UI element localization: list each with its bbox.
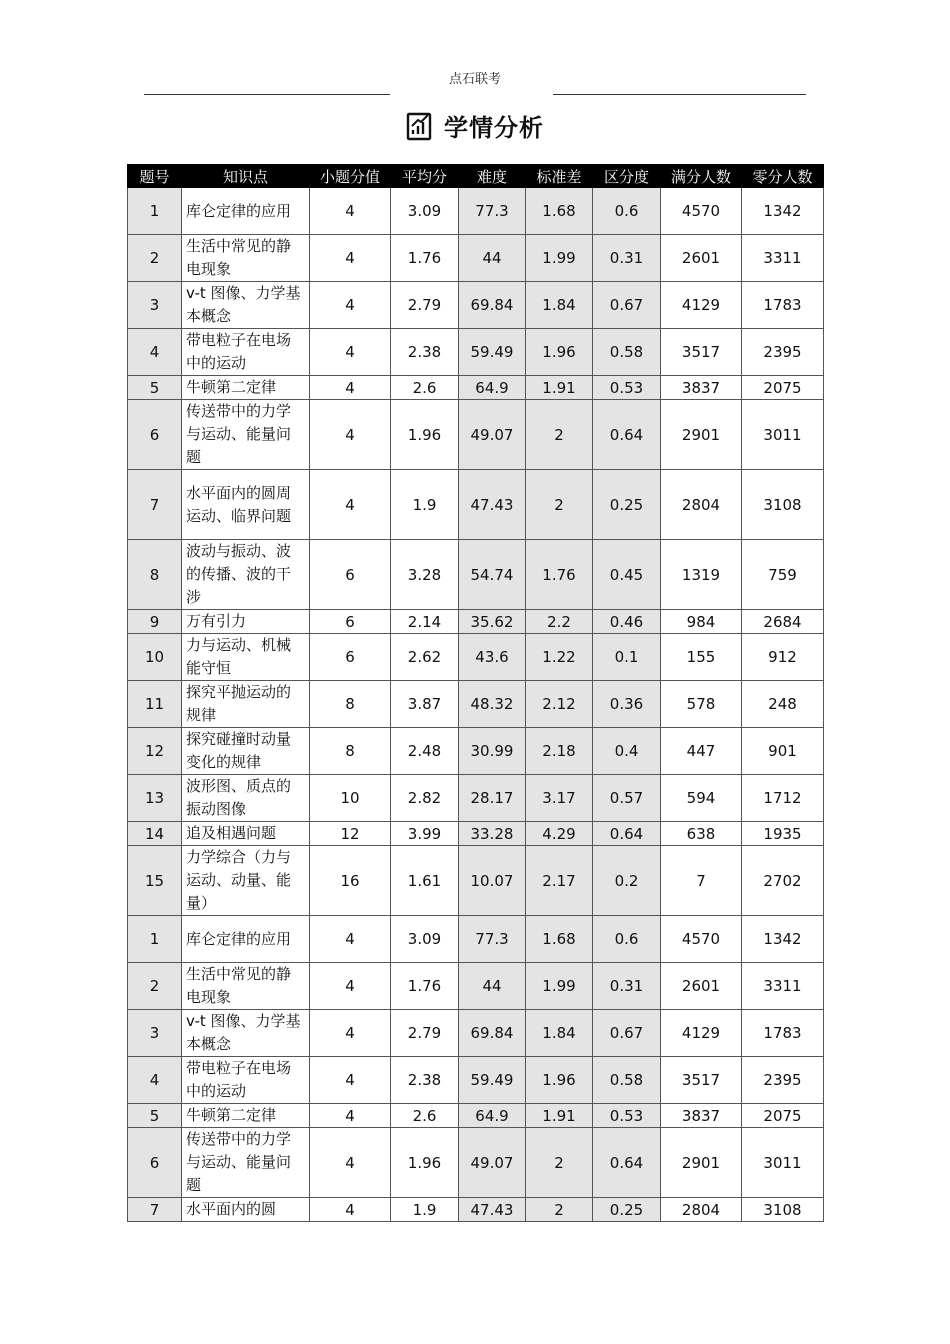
cell-std: 1.84 bbox=[526, 1010, 593, 1057]
cell-discrimination: 0.25 bbox=[593, 1198, 661, 1222]
col-header: 平均分 bbox=[391, 165, 459, 188]
table-row bbox=[128, 235, 824, 282]
cell-no: 13 bbox=[128, 775, 182, 822]
cell-full-count: 447 bbox=[661, 728, 742, 775]
cell-discrimination: 0.2 bbox=[593, 846, 661, 916]
cell-zero-count: 1342 bbox=[742, 916, 824, 963]
section-title bbox=[0, 108, 950, 143]
cell-no: 4 bbox=[128, 1057, 182, 1104]
cell-avg: 1.9 bbox=[391, 1198, 459, 1222]
cell-std: 1.68 bbox=[526, 916, 593, 963]
cell-score: 8 bbox=[310, 681, 391, 728]
cell-topic: 生活中常见的静电现象 bbox=[182, 235, 310, 282]
cell-std: 1.91 bbox=[526, 1104, 593, 1128]
cell-avg: 3.87 bbox=[391, 681, 459, 728]
cell-std: 2.12 bbox=[526, 681, 593, 728]
table-row bbox=[128, 282, 824, 329]
cell-topic: 生活中常见的静电现象 bbox=[182, 963, 310, 1010]
cell-full-count: 4129 bbox=[661, 1010, 742, 1057]
cell-full-count: 155 bbox=[661, 634, 742, 681]
cell-full-count: 578 bbox=[661, 681, 742, 728]
cell-difficulty: 69.84 bbox=[459, 1010, 526, 1057]
cell-no: 7 bbox=[128, 470, 182, 540]
col-header: 题号 bbox=[128, 165, 182, 188]
cell-topic: 追及相遇问题 bbox=[182, 822, 310, 846]
cell-full-count: 984 bbox=[661, 610, 742, 634]
cell-discrimination: 0.25 bbox=[593, 470, 661, 540]
cell-topic: v-t 图像、力学基本概念 bbox=[182, 282, 310, 329]
cell-zero-count: 2684 bbox=[742, 610, 824, 634]
table-body bbox=[128, 188, 824, 1222]
cell-difficulty: 64.9 bbox=[459, 376, 526, 400]
cell-no: 5 bbox=[128, 376, 182, 400]
cell-avg: 1.96 bbox=[391, 1128, 459, 1198]
cell-std: 2 bbox=[526, 470, 593, 540]
cell-avg: 1.96 bbox=[391, 400, 459, 470]
cell-score: 6 bbox=[310, 540, 391, 610]
cell-full-count: 2601 bbox=[661, 963, 742, 1010]
cell-no: 11 bbox=[128, 681, 182, 728]
cell-zero-count: 248 bbox=[742, 681, 824, 728]
cell-discrimination: 0.6 bbox=[593, 916, 661, 963]
cell-avg: 3.09 bbox=[391, 916, 459, 963]
cell-std: 1.99 bbox=[526, 235, 593, 282]
cell-no: 15 bbox=[128, 846, 182, 916]
cell-discrimination: 0.46 bbox=[593, 610, 661, 634]
table-row bbox=[128, 540, 824, 610]
cell-score: 4 bbox=[310, 916, 391, 963]
cell-no: 3 bbox=[128, 282, 182, 329]
cell-discrimination: 0.36 bbox=[593, 681, 661, 728]
cell-difficulty: 43.6 bbox=[459, 634, 526, 681]
cell-topic: 力学综合（力与运动、动量、能量） bbox=[182, 846, 310, 916]
table-row bbox=[128, 376, 824, 400]
cell-std: 2 bbox=[526, 1198, 593, 1222]
col-header: 区分度 bbox=[593, 165, 661, 188]
col-header: 标准差 bbox=[526, 165, 593, 188]
table-row bbox=[128, 634, 824, 681]
cell-difficulty: 47.43 bbox=[459, 1198, 526, 1222]
table-row bbox=[128, 1057, 824, 1104]
cell-no: 6 bbox=[128, 400, 182, 470]
cell-full-count: 7 bbox=[661, 846, 742, 916]
cell-std: 1.91 bbox=[526, 376, 593, 400]
cell-difficulty: 59.49 bbox=[459, 1057, 526, 1104]
cell-difficulty: 33.28 bbox=[459, 822, 526, 846]
cell-score: 4 bbox=[310, 1198, 391, 1222]
table-row bbox=[128, 188, 824, 235]
cell-discrimination: 0.31 bbox=[593, 963, 661, 1010]
cell-no: 6 bbox=[128, 1128, 182, 1198]
table-row bbox=[128, 846, 824, 916]
col-header: 小题分值 bbox=[310, 165, 391, 188]
cell-zero-count: 3108 bbox=[742, 470, 824, 540]
cell-full-count: 2804 bbox=[661, 470, 742, 540]
cell-difficulty: 44 bbox=[459, 235, 526, 282]
cell-full-count: 4570 bbox=[661, 916, 742, 963]
cell-full-count: 2901 bbox=[661, 1128, 742, 1198]
table-row bbox=[128, 1104, 824, 1128]
cell-score: 4 bbox=[310, 329, 391, 376]
cell-discrimination: 0.67 bbox=[593, 282, 661, 329]
cell-topic: 传送带中的力学与运动、能量问题 bbox=[182, 1128, 310, 1198]
cell-full-count: 2601 bbox=[661, 235, 742, 282]
cell-difficulty: 30.99 bbox=[459, 728, 526, 775]
cell-full-count: 3837 bbox=[661, 376, 742, 400]
cell-std: 1.76 bbox=[526, 540, 593, 610]
cell-avg: 3.28 bbox=[391, 540, 459, 610]
cell-difficulty: 77.3 bbox=[459, 188, 526, 235]
cell-score: 6 bbox=[310, 610, 391, 634]
table-row bbox=[128, 610, 824, 634]
section-title-text: 学情分析 bbox=[444, 114, 544, 142]
table-row bbox=[128, 1128, 824, 1198]
cell-zero-count: 3311 bbox=[742, 235, 824, 282]
cell-score: 12 bbox=[310, 822, 391, 846]
cell-avg: 1.76 bbox=[391, 963, 459, 1010]
cell-score: 4 bbox=[310, 282, 391, 329]
cell-score: 4 bbox=[310, 1010, 391, 1057]
cell-no: 14 bbox=[128, 822, 182, 846]
cell-topic: 带电粒子在电场中的运动 bbox=[182, 1057, 310, 1104]
cell-difficulty: 48.32 bbox=[459, 681, 526, 728]
cell-full-count: 638 bbox=[661, 822, 742, 846]
cell-std: 2 bbox=[526, 1128, 593, 1198]
col-header: 零分人数 bbox=[742, 165, 824, 188]
cell-topic: 库仑定律的应用 bbox=[182, 188, 310, 235]
cell-discrimination: 0.64 bbox=[593, 400, 661, 470]
cell-zero-count: 912 bbox=[742, 634, 824, 681]
cell-score: 4 bbox=[310, 400, 391, 470]
cell-no: 7 bbox=[128, 1198, 182, 1222]
cell-no: 12 bbox=[128, 728, 182, 775]
cell-std: 3.17 bbox=[526, 775, 593, 822]
cell-difficulty: 28.17 bbox=[459, 775, 526, 822]
cell-discrimination: 0.31 bbox=[593, 235, 661, 282]
cell-topic: 牛顿第二定律 bbox=[182, 1104, 310, 1128]
cell-avg: 2.62 bbox=[391, 634, 459, 681]
cell-topic: 力与运动、机械能守恒 bbox=[182, 634, 310, 681]
cell-discrimination: 0.53 bbox=[593, 1104, 661, 1128]
cell-avg: 2.48 bbox=[391, 728, 459, 775]
cell-zero-count: 3311 bbox=[742, 963, 824, 1010]
col-header: 难度 bbox=[459, 165, 526, 188]
cell-no: 4 bbox=[128, 329, 182, 376]
cell-difficulty: 54.74 bbox=[459, 540, 526, 610]
cell-std: 1.68 bbox=[526, 188, 593, 235]
table-row bbox=[128, 1010, 824, 1057]
cell-discrimination: 0.6 bbox=[593, 188, 661, 235]
col-header: 知识点 bbox=[182, 165, 310, 188]
cell-difficulty: 77.3 bbox=[459, 916, 526, 963]
cell-no: 8 bbox=[128, 540, 182, 610]
cell-topic: 探究碰撞时动量变化的规律 bbox=[182, 728, 310, 775]
table-row bbox=[128, 963, 824, 1010]
cell-discrimination: 0.45 bbox=[593, 540, 661, 610]
cell-avg: 3.09 bbox=[391, 188, 459, 235]
cell-full-count: 3517 bbox=[661, 1057, 742, 1104]
cell-topic: 万有引力 bbox=[182, 610, 310, 634]
cell-full-count: 4570 bbox=[661, 188, 742, 235]
cell-topic: 牛顿第二定律 bbox=[182, 376, 310, 400]
col-header: 满分人数 bbox=[661, 165, 742, 188]
cell-zero-count: 3011 bbox=[742, 1128, 824, 1198]
cell-score: 4 bbox=[310, 1057, 391, 1104]
cell-zero-count: 3011 bbox=[742, 400, 824, 470]
cell-discrimination: 0.57 bbox=[593, 775, 661, 822]
cell-topic: 水平面内的圆 bbox=[182, 1198, 310, 1222]
cell-no: 3 bbox=[128, 1010, 182, 1057]
cell-zero-count: 759 bbox=[742, 540, 824, 610]
cell-std: 1.96 bbox=[526, 1057, 593, 1104]
cell-std: 1.22 bbox=[526, 634, 593, 681]
cell-discrimination: 0.58 bbox=[593, 329, 661, 376]
cell-std: 2.18 bbox=[526, 728, 593, 775]
table-row bbox=[128, 1198, 824, 1222]
cell-std: 2 bbox=[526, 400, 593, 470]
cell-difficulty: 10.07 bbox=[459, 846, 526, 916]
cell-discrimination: 0.64 bbox=[593, 1128, 661, 1198]
cell-zero-count: 1712 bbox=[742, 775, 824, 822]
cell-full-count: 2901 bbox=[661, 400, 742, 470]
cell-no: 2 bbox=[128, 963, 182, 1010]
cell-no: 5 bbox=[128, 1104, 182, 1128]
cell-full-count: 1319 bbox=[661, 540, 742, 610]
cell-discrimination: 0.58 bbox=[593, 1057, 661, 1104]
table-row bbox=[128, 916, 824, 963]
cell-full-count: 594 bbox=[661, 775, 742, 822]
cell-difficulty: 44 bbox=[459, 963, 526, 1010]
cell-zero-count: 2395 bbox=[742, 329, 824, 376]
cell-topic: 传送带中的力学与运动、能量问题 bbox=[182, 400, 310, 470]
cell-zero-count: 2075 bbox=[742, 1104, 824, 1128]
chart-icon bbox=[406, 111, 434, 141]
cell-score: 6 bbox=[310, 634, 391, 681]
table-row bbox=[128, 329, 824, 376]
cell-discrimination: 0.1 bbox=[593, 634, 661, 681]
cell-full-count: 3517 bbox=[661, 329, 742, 376]
cell-full-count: 3837 bbox=[661, 1104, 742, 1128]
cell-topic: 波动与振动、波的传播、波的干涉 bbox=[182, 540, 310, 610]
cell-topic: 水平面内的圆周运动、临界问题 bbox=[182, 470, 310, 540]
header-rule-left bbox=[144, 94, 390, 95]
cell-discrimination: 0.67 bbox=[593, 1010, 661, 1057]
cell-zero-count: 3108 bbox=[742, 1198, 824, 1222]
header-rule-right bbox=[553, 94, 806, 95]
cell-avg: 3.99 bbox=[391, 822, 459, 846]
cell-score: 8 bbox=[310, 728, 391, 775]
cell-difficulty: 49.07 bbox=[459, 400, 526, 470]
table-row bbox=[128, 470, 824, 540]
page-header: 点石联考 bbox=[448, 72, 501, 87]
cell-avg: 2.79 bbox=[391, 282, 459, 329]
table-row bbox=[128, 400, 824, 470]
cell-score: 4 bbox=[310, 235, 391, 282]
cell-score: 4 bbox=[310, 376, 391, 400]
cell-score: 16 bbox=[310, 846, 391, 916]
cell-discrimination: 0.53 bbox=[593, 376, 661, 400]
cell-score: 4 bbox=[310, 963, 391, 1010]
cell-topic: 波形图、质点的振动图像 bbox=[182, 775, 310, 822]
table-row bbox=[128, 681, 824, 728]
cell-score: 4 bbox=[310, 1128, 391, 1198]
table-row bbox=[128, 728, 824, 775]
table-header-row bbox=[128, 165, 824, 188]
cell-no: 9 bbox=[128, 610, 182, 634]
cell-zero-count: 2702 bbox=[742, 846, 824, 916]
cell-score: 4 bbox=[310, 188, 391, 235]
cell-zero-count: 1783 bbox=[742, 282, 824, 329]
cell-std: 2.17 bbox=[526, 846, 593, 916]
cell-std: 1.96 bbox=[526, 329, 593, 376]
cell-avg: 2.38 bbox=[391, 1057, 459, 1104]
cell-no: 1 bbox=[128, 916, 182, 963]
cell-difficulty: 49.07 bbox=[459, 1128, 526, 1198]
cell-zero-count: 901 bbox=[742, 728, 824, 775]
cell-std: 1.99 bbox=[526, 963, 593, 1010]
cell-topic: 库仑定律的应用 bbox=[182, 916, 310, 963]
cell-avg: 2.14 bbox=[391, 610, 459, 634]
cell-discrimination: 0.64 bbox=[593, 822, 661, 846]
cell-zero-count: 2395 bbox=[742, 1057, 824, 1104]
cell-discrimination: 0.4 bbox=[593, 728, 661, 775]
cell-difficulty: 64.9 bbox=[459, 1104, 526, 1128]
cell-score: 10 bbox=[310, 775, 391, 822]
cell-full-count: 4129 bbox=[661, 282, 742, 329]
cell-avg: 1.9 bbox=[391, 470, 459, 540]
cell-difficulty: 35.62 bbox=[459, 610, 526, 634]
cell-difficulty: 59.49 bbox=[459, 329, 526, 376]
cell-topic: 带电粒子在电场中的运动 bbox=[182, 329, 310, 376]
cell-avg: 2.38 bbox=[391, 329, 459, 376]
cell-full-count: 2804 bbox=[661, 1198, 742, 1222]
table-row bbox=[128, 822, 824, 846]
cell-score: 4 bbox=[310, 470, 391, 540]
cell-std: 4.29 bbox=[526, 822, 593, 846]
table-row bbox=[128, 775, 824, 822]
cell-score: 4 bbox=[310, 1104, 391, 1128]
cell-zero-count: 1935 bbox=[742, 822, 824, 846]
cell-topic: v-t 图像、力学基本概念 bbox=[182, 1010, 310, 1057]
cell-std: 2.2 bbox=[526, 610, 593, 634]
cell-no: 2 bbox=[128, 235, 182, 282]
stats-table bbox=[127, 164, 824, 1222]
cell-avg: 2.79 bbox=[391, 1010, 459, 1057]
cell-avg: 2.82 bbox=[391, 775, 459, 822]
cell-zero-count: 1783 bbox=[742, 1010, 824, 1057]
cell-avg: 2.6 bbox=[391, 376, 459, 400]
cell-avg: 1.61 bbox=[391, 846, 459, 916]
cell-no: 10 bbox=[128, 634, 182, 681]
cell-zero-count: 1342 bbox=[742, 188, 824, 235]
cell-avg: 2.6 bbox=[391, 1104, 459, 1128]
cell-avg: 1.76 bbox=[391, 235, 459, 282]
cell-no: 1 bbox=[128, 188, 182, 235]
cell-difficulty: 69.84 bbox=[459, 282, 526, 329]
cell-topic: 探究平抛运动的规律 bbox=[182, 681, 310, 728]
cell-std: 1.84 bbox=[526, 282, 593, 329]
cell-difficulty: 47.43 bbox=[459, 470, 526, 540]
cell-zero-count: 2075 bbox=[742, 376, 824, 400]
